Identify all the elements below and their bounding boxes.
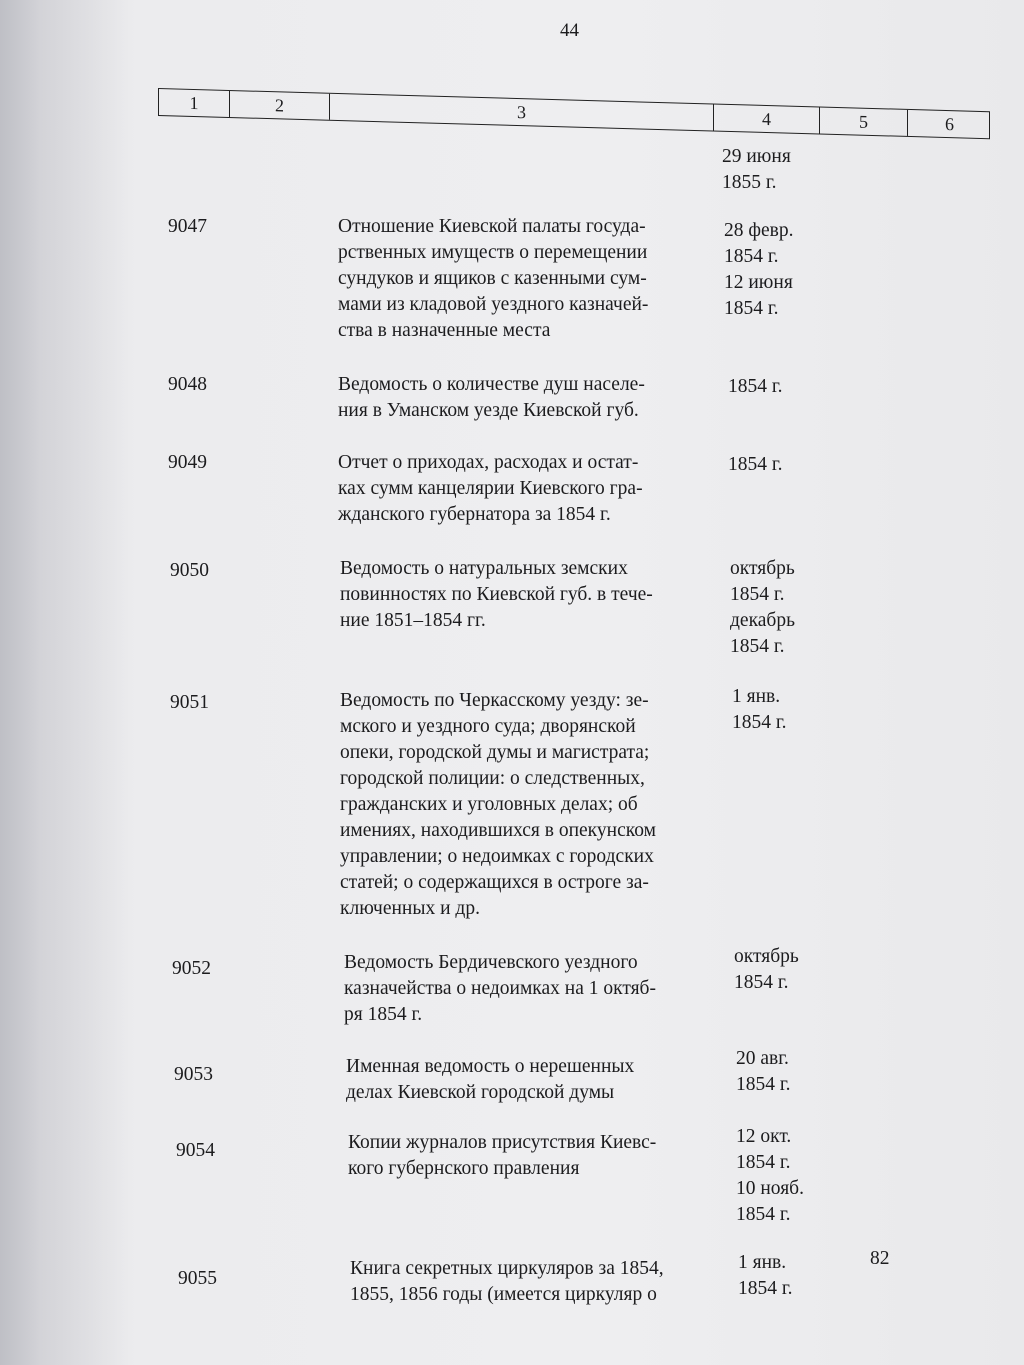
date-line: 1854 г. <box>724 298 779 319</box>
desc-line: Ведомость о натуральных земских <box>340 558 628 579</box>
entry-date <box>724 218 834 322</box>
entry-number: 9054 <box>176 1140 215 1161</box>
entry-number: 9048 <box>168 374 207 395</box>
date-line: 1854 г. <box>736 1152 791 1173</box>
entry-description <box>346 1054 726 1106</box>
date-line: октябрь <box>730 558 795 579</box>
entry-description <box>338 214 718 344</box>
entry-date <box>732 684 842 736</box>
column-header-5: 5 <box>819 107 907 135</box>
desc-line: Ведомость о количестве душ населе- <box>338 374 645 395</box>
column-header-4: 4 <box>713 105 819 134</box>
desc-line: городской полиции: о следственных, <box>340 768 645 789</box>
entry-date <box>728 374 838 400</box>
desc-line: Отношение Киевской палаты госуда- <box>338 216 646 237</box>
entry-description <box>338 450 718 528</box>
date-line: 12 окт. <box>736 1126 792 1147</box>
desc-line: Копии журналов присутствия Киевс- <box>348 1132 657 1153</box>
desc-line: ния в Уманском уезде Киевской губ. <box>338 400 639 421</box>
desc-line: казначейства о недоимках на 1 октяб- <box>344 978 656 999</box>
entry-description <box>338 372 718 424</box>
column-header-1: 1 <box>189 92 199 114</box>
desc-line: кого губернского правления <box>348 1158 580 1179</box>
desc-line: управлении; о недоимках с городских <box>340 846 654 867</box>
entry-date <box>730 556 840 660</box>
date-line: 1854 г. <box>724 246 779 267</box>
desc-line: ках сумм канцелярии Киевского гра- <box>338 478 643 499</box>
date-line: 29 июня <box>722 146 791 167</box>
entry-number: 9050 <box>170 560 209 581</box>
date-line: 1854 г. <box>730 636 785 657</box>
entry-description <box>340 688 720 922</box>
desc-line: рственных имуществ о перемещении <box>338 242 648 263</box>
date-line: 1854 г. <box>730 584 785 605</box>
desc-line: ние 1851–1854 гг. <box>340 610 486 631</box>
date-line: 1854 г. <box>734 972 789 993</box>
entry-description <box>344 950 724 1028</box>
entry-number: 9053 <box>174 1064 213 1085</box>
desc-line: Отчет о приходах, расходах и остат- <box>338 452 639 473</box>
entry-number: 9051 <box>170 692 209 713</box>
date-line: декабрь <box>730 610 795 631</box>
desc-line: сундуков и ящиков с казенными сум- <box>338 268 647 289</box>
date-line: 12 июня <box>724 272 793 293</box>
entry-date <box>728 452 838 478</box>
entry-description <box>350 1256 730 1308</box>
date-line: 1854 г. <box>736 1204 791 1225</box>
desc-line: Именная ведомость о нерешенных <box>346 1056 635 1077</box>
desc-line: мского и уездного суда; дворянской <box>340 716 636 737</box>
date-line: 20 авг. <box>736 1048 789 1069</box>
date-line: 1854 г. <box>738 1278 793 1299</box>
column-header-6: 6 <box>907 110 991 138</box>
desc-line: повинностях по Киевской губ. в тече- <box>340 584 653 605</box>
date-line: 1 янв. <box>738 1252 787 1273</box>
continuation-date <box>722 144 832 196</box>
entry-number: 9055 <box>178 1268 217 1289</box>
column-header-2: 2 <box>229 91 329 120</box>
desc-line: опеки, городской думы и магистрата; <box>340 742 650 763</box>
date-line: 1854 г. <box>728 454 783 475</box>
desc-line: гражданских и уголовных делах; об <box>340 794 638 815</box>
desc-line: ключенных и др. <box>340 898 480 919</box>
column-header-3: 3 <box>329 94 713 131</box>
entry-date <box>736 1124 846 1228</box>
entry-date <box>738 1250 848 1302</box>
desc-line: делах Киевской городской думы <box>346 1082 615 1103</box>
date-line: 10 нояб. <box>736 1178 804 1199</box>
entry-description <box>348 1130 728 1182</box>
desc-line: ства в назначенные места <box>338 320 551 341</box>
date-line: 1854 г. <box>728 376 783 397</box>
entry-date <box>736 1046 846 1098</box>
desc-line: имениях, находившихся в опекунском <box>340 820 656 841</box>
date-line: 1854 г. <box>732 712 787 733</box>
entry-number: 9047 <box>168 216 207 237</box>
column-header-table <box>158 88 990 139</box>
date-line: 1855 г. <box>722 172 777 193</box>
desc-line: мами из кладовой уездного казначей- <box>338 294 649 315</box>
entry-number: 9049 <box>168 452 207 473</box>
desc-line: ря 1854 г. <box>344 1004 423 1025</box>
entry-description <box>340 556 720 634</box>
date-line: 28 февр. <box>724 220 794 241</box>
entry-number: 9052 <box>172 958 211 979</box>
desc-line: 1855, 1856 годы (имеется циркуляр о <box>350 1284 657 1305</box>
desc-line: статей; о содержащихся в остроге за- <box>340 872 649 893</box>
date-line: 1 янв. <box>732 686 781 707</box>
entry-sheet-count: 82 <box>870 1248 890 1269</box>
desc-line: жданского губернатора за 1854 г. <box>338 504 611 525</box>
date-line: 1854 г. <box>736 1074 791 1095</box>
page-number: 44 <box>560 20 579 41</box>
page-gutter-shadow <box>0 0 130 1365</box>
desc-line: Ведомость Бердичевского уездного <box>344 952 638 973</box>
date-line: октябрь <box>734 946 799 967</box>
entry-date <box>734 944 844 996</box>
desc-line: Ведомость по Черкасскому уезду: зе- <box>340 690 649 711</box>
desc-line: Книга секретных циркуляров за 1854, <box>350 1258 664 1279</box>
